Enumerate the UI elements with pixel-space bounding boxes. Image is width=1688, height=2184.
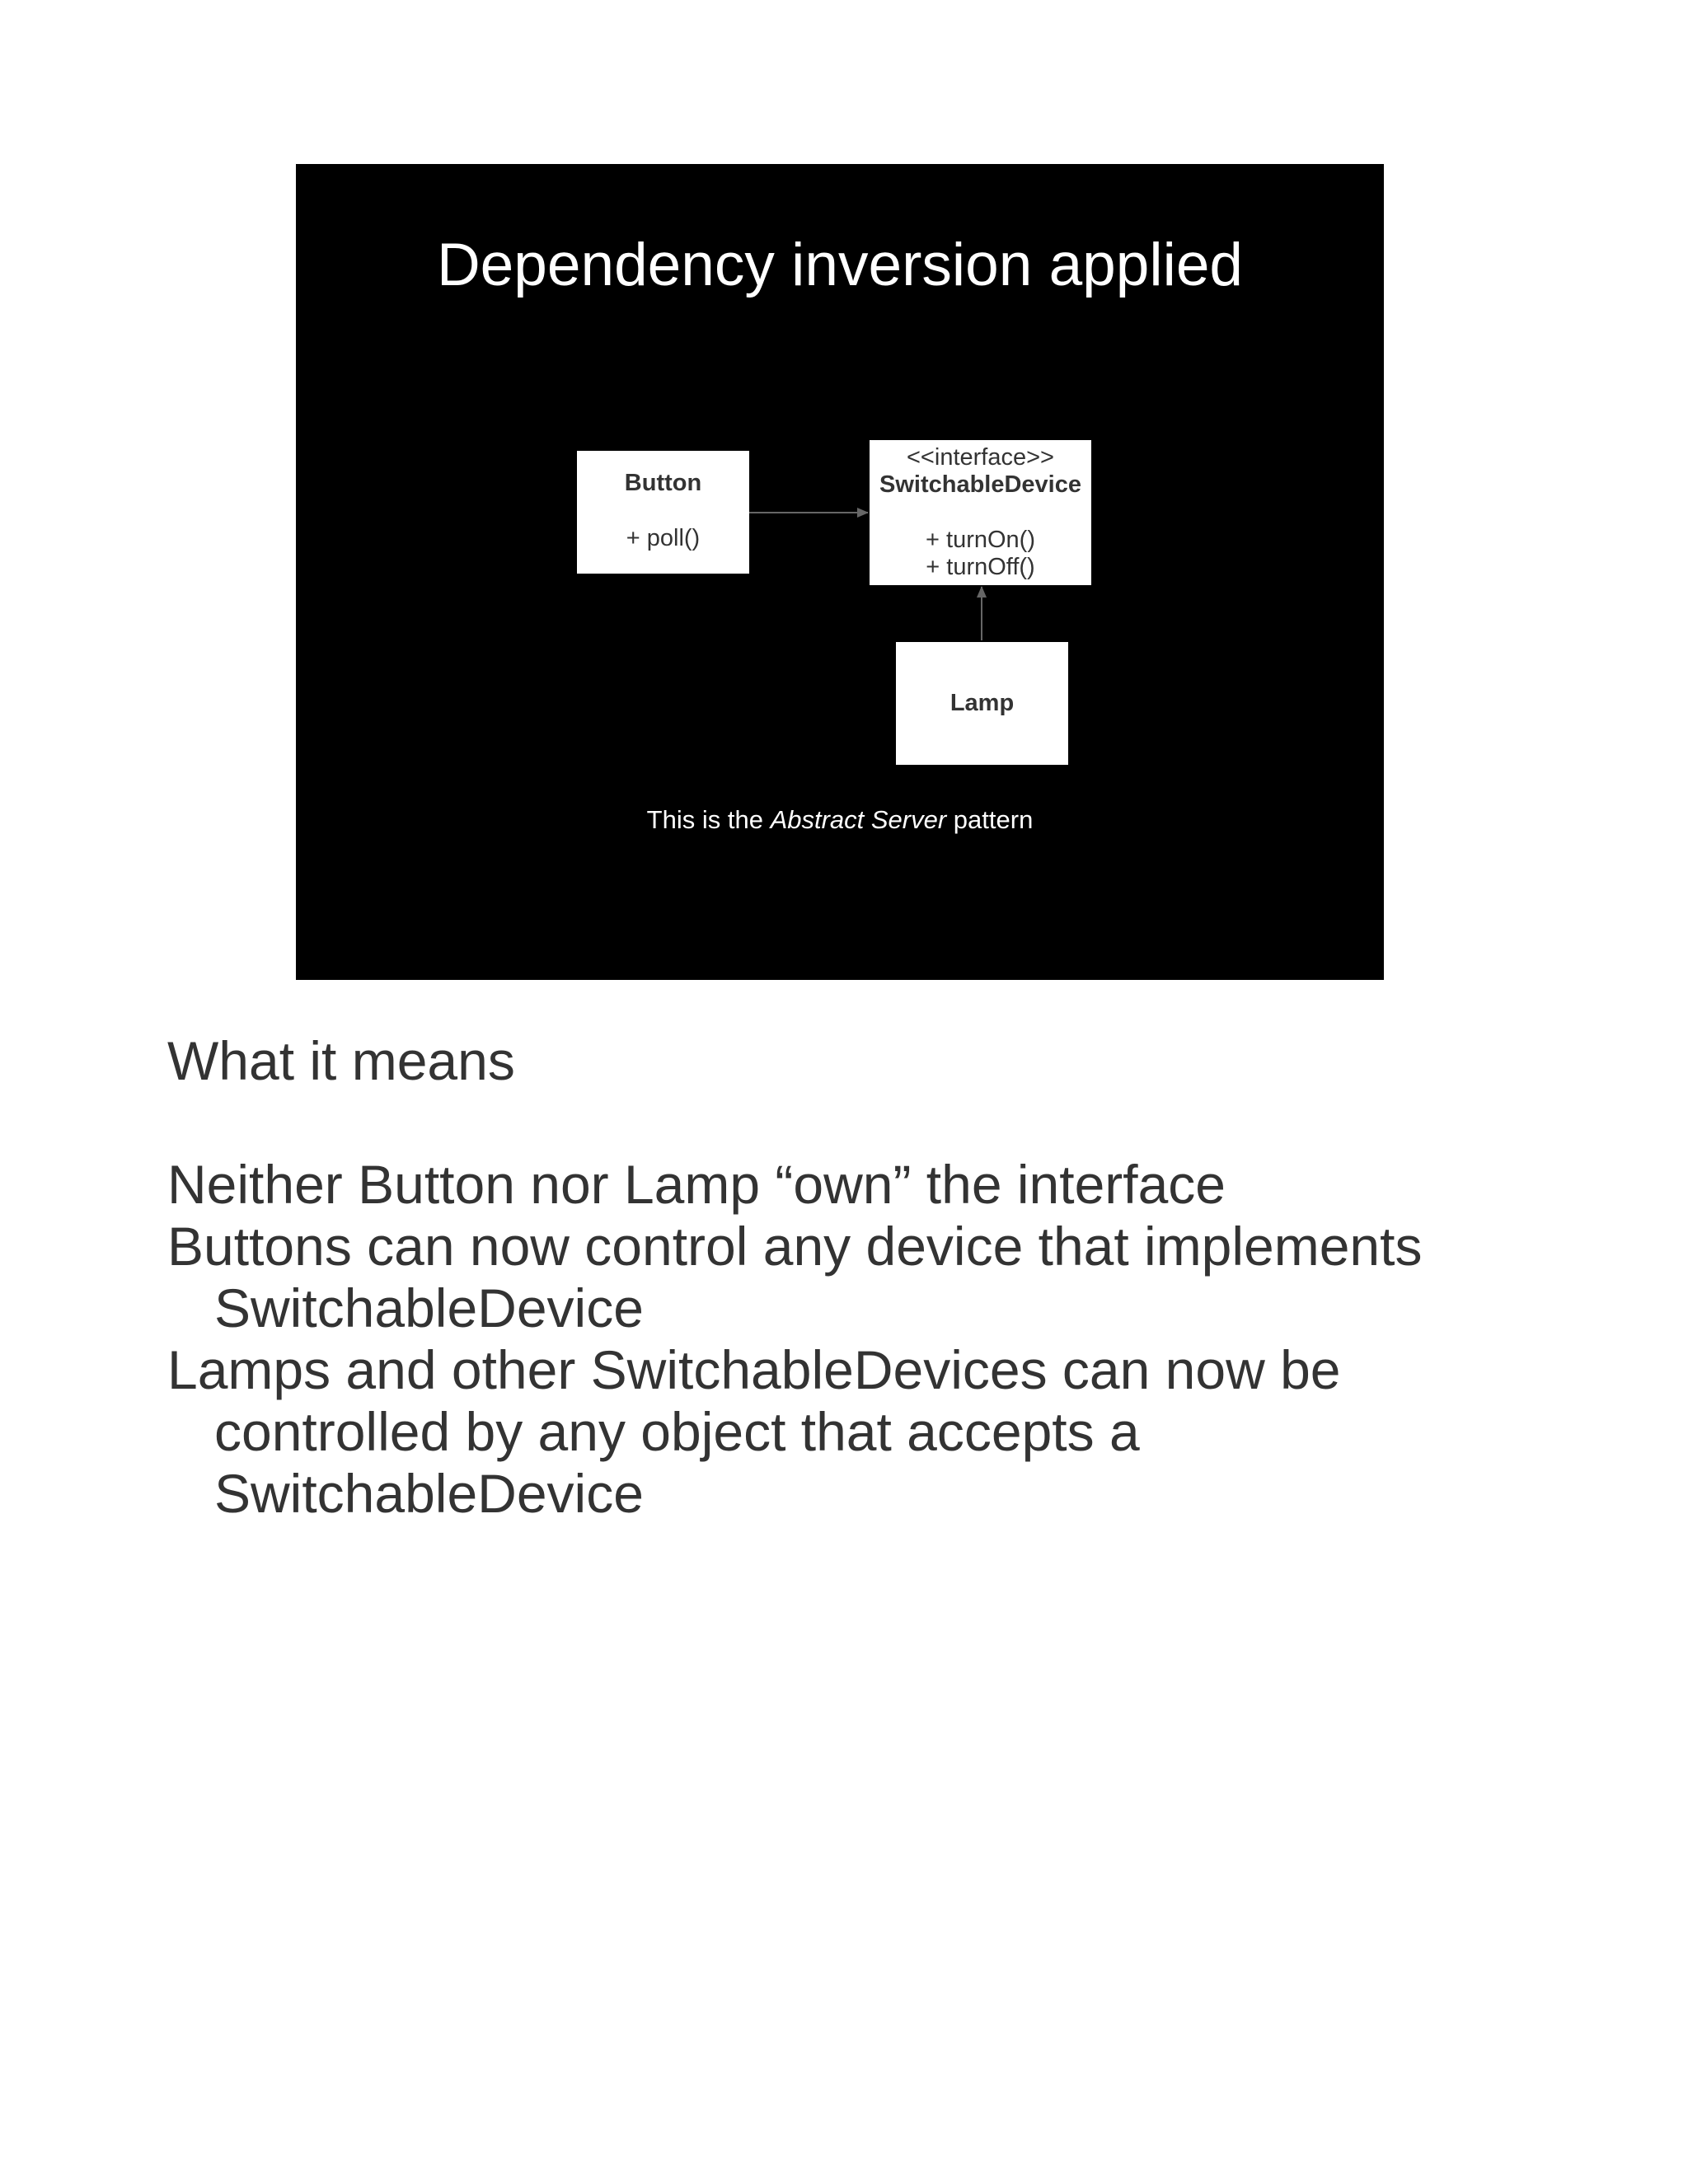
switchable-device-interface-box [870, 440, 1091, 585]
bullet-line: Lamps and other SwitchableDevices can now be [167, 1339, 1341, 1400]
notes-bullet [167, 1154, 1226, 1216]
notes-bullet [167, 1216, 1422, 1339]
uml-arrows [296, 164, 1384, 980]
interface-stereotype: <<interface>> [907, 444, 1054, 471]
button-class-name: Button [624, 470, 702, 496]
button-poll-method: + poll() [626, 525, 701, 551]
bullet-line: Neither Button nor Lamp “own” the interface [167, 1154, 1226, 1215]
slide-title: Dependency inversion applied [436, 232, 1244, 298]
lamp-class-name: Lamp [950, 690, 1015, 716]
bullet-line-continued: SwitchableDevice [214, 1277, 644, 1338]
slide-caption [296, 805, 1384, 835]
button-class-box [577, 451, 749, 574]
notes-bullet [167, 1339, 1340, 1525]
slide-image [296, 164, 1384, 980]
bullet-line-continued: controlled by any object that accepts a [214, 1401, 1140, 1462]
caption-suffix: pattern [946, 805, 1034, 834]
bullet-line-continued: SwitchableDevice [214, 1463, 644, 1524]
turn-off-method: + turnOff() [926, 554, 1035, 580]
turn-on-method: + turnOn() [926, 527, 1035, 553]
caption-emphasis: Abstract Server [770, 805, 947, 834]
notes-heading: What it means [167, 1030, 515, 1091]
interface-name: SwitchableDevice [879, 471, 1081, 498]
caption-prefix: This is the [646, 805, 771, 834]
bullet-line: Buttons can now control any device that implements [167, 1216, 1423, 1277]
lamp-class-box [896, 642, 1068, 765]
